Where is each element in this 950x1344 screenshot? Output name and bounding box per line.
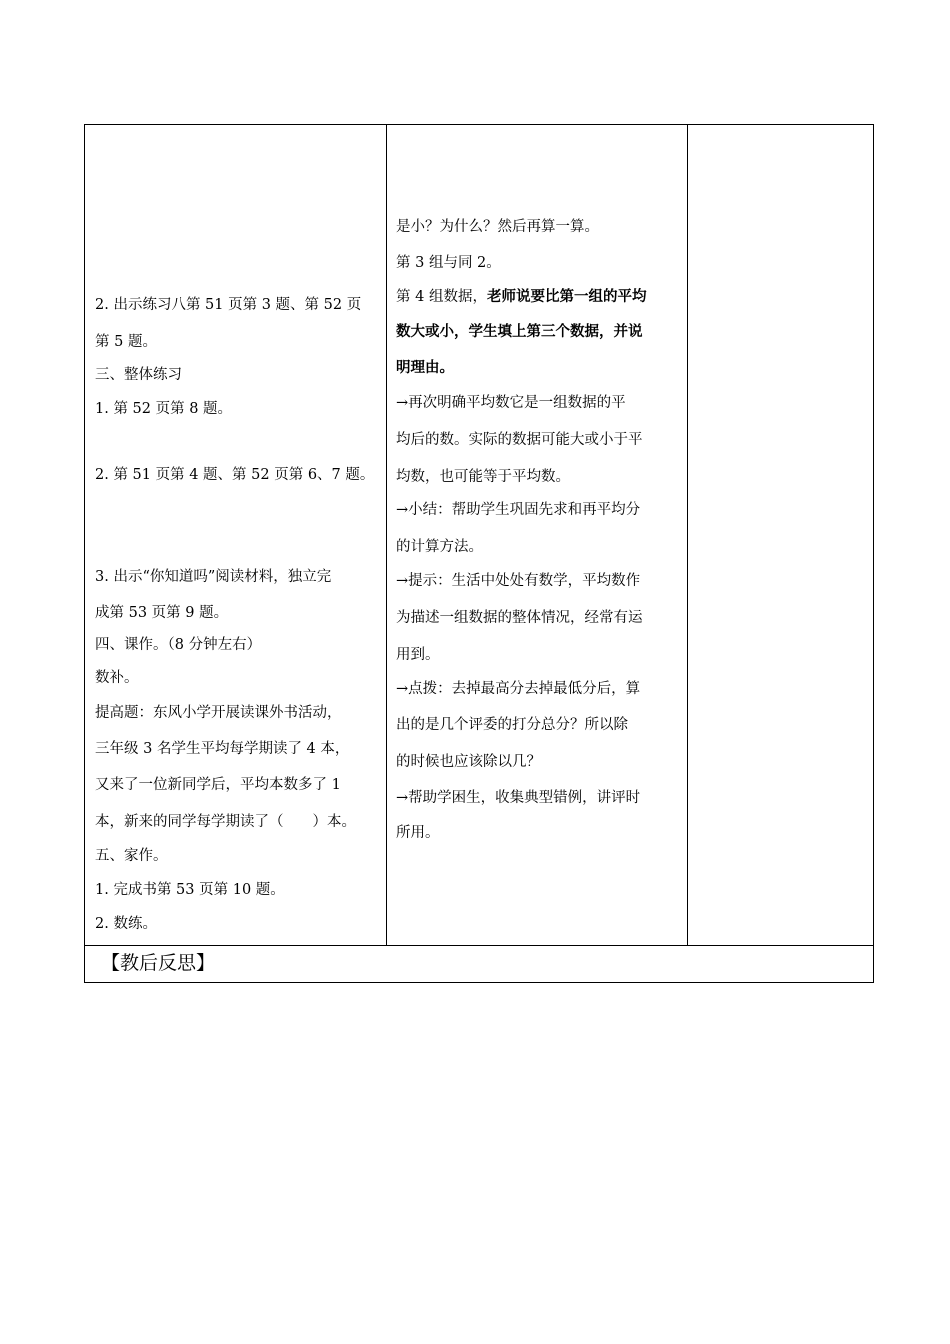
mid-line-2 [396,288,646,306]
left-line-2: 三、整体练习 [95,367,182,383]
mid-line-9: 的计算方法。 [396,539,483,555]
mid-line-8: →小结：帮助学生巩固先求和再平均分 [396,502,641,518]
mid-line-7: 均数，也可能等于平均数。 [396,469,570,485]
mid-line-11: 为描述一组数据的整体情况，经常有运 [396,610,643,626]
mid-line-0: 是小？为什么？然后再算一算。 [396,219,599,235]
left-line-14: 1. 完成书第 53 页第 10 题。 [95,882,285,898]
left-line-11: 又来了一位新同学后，平均本数多了 1 [95,777,341,793]
left-line-3: 1. 第 52 页第 8 题。 [95,401,233,417]
mid-line-3: 数大或小，学生填上第三个数据，并说 [396,323,643,340]
left-line-5: 3. 出示“你知道吗”阅读材料，独立完 [95,569,332,585]
mid-line-4: 明理由。 [396,359,454,376]
mid-line-2-bold: 老师说要比第一组的平均 [486,288,647,305]
left-line-15: 2. 数练。 [95,916,157,932]
left-line-10: 三年级 3 名学生平均每学期读了 4 本， [95,741,350,757]
mid-line-14: 出的是几个评委的打分总分？所以除 [396,717,628,733]
mid-line-10: →提示：生活中处处有数学，平均数作 [396,573,641,589]
mid-line-5: →再次明确平均数它是一组数据的平 [396,395,626,411]
left-line-6: 成第 53 页第 9 题。 [95,605,229,621]
left-line-13: 五、家作。 [95,848,168,864]
mid-line-2-normal: 第 4 组数据， [396,289,487,305]
column-divider-1 [386,125,387,945]
left-line-0: 2. 出示练习八第 51 页第 3 题、第 52 页 [95,297,362,313]
left-line-1: 第 5 题。 [95,334,157,350]
left-line-7: 四、课作。（8 分钟左右） [95,637,262,653]
mid-line-1: 第 3 组与同 2。 [396,255,501,271]
left-line-9: 提高题：东风小学开展读课外书活动， [95,705,342,721]
mid-line-6: 均后的数。实际的数据可能大或小于平 [396,432,643,448]
left-line-8: 数补。 [95,670,139,686]
row-divider [85,945,873,946]
column-divider-2 [687,125,688,945]
mid-line-12: 用到。 [396,647,440,663]
lesson-plan-table [84,124,874,983]
left-line-4: 2. 第 51 页第 4 题、第 52 页第 6、7 题。 [95,467,375,483]
mid-line-15: 的时候也应该除以几？ [396,754,541,770]
mid-line-13: →点拨：去掉最高分去掉最低分后，算 [396,681,641,697]
mid-line-17: 所用。 [396,825,440,841]
mid-line-16: →帮助学困生，收集典型错例，讲评时 [396,790,641,806]
left-line-12: 本，新来的同学每学期读了（ ）本。 [95,814,356,830]
reflection-heading: 【教后反思】 [101,952,216,974]
